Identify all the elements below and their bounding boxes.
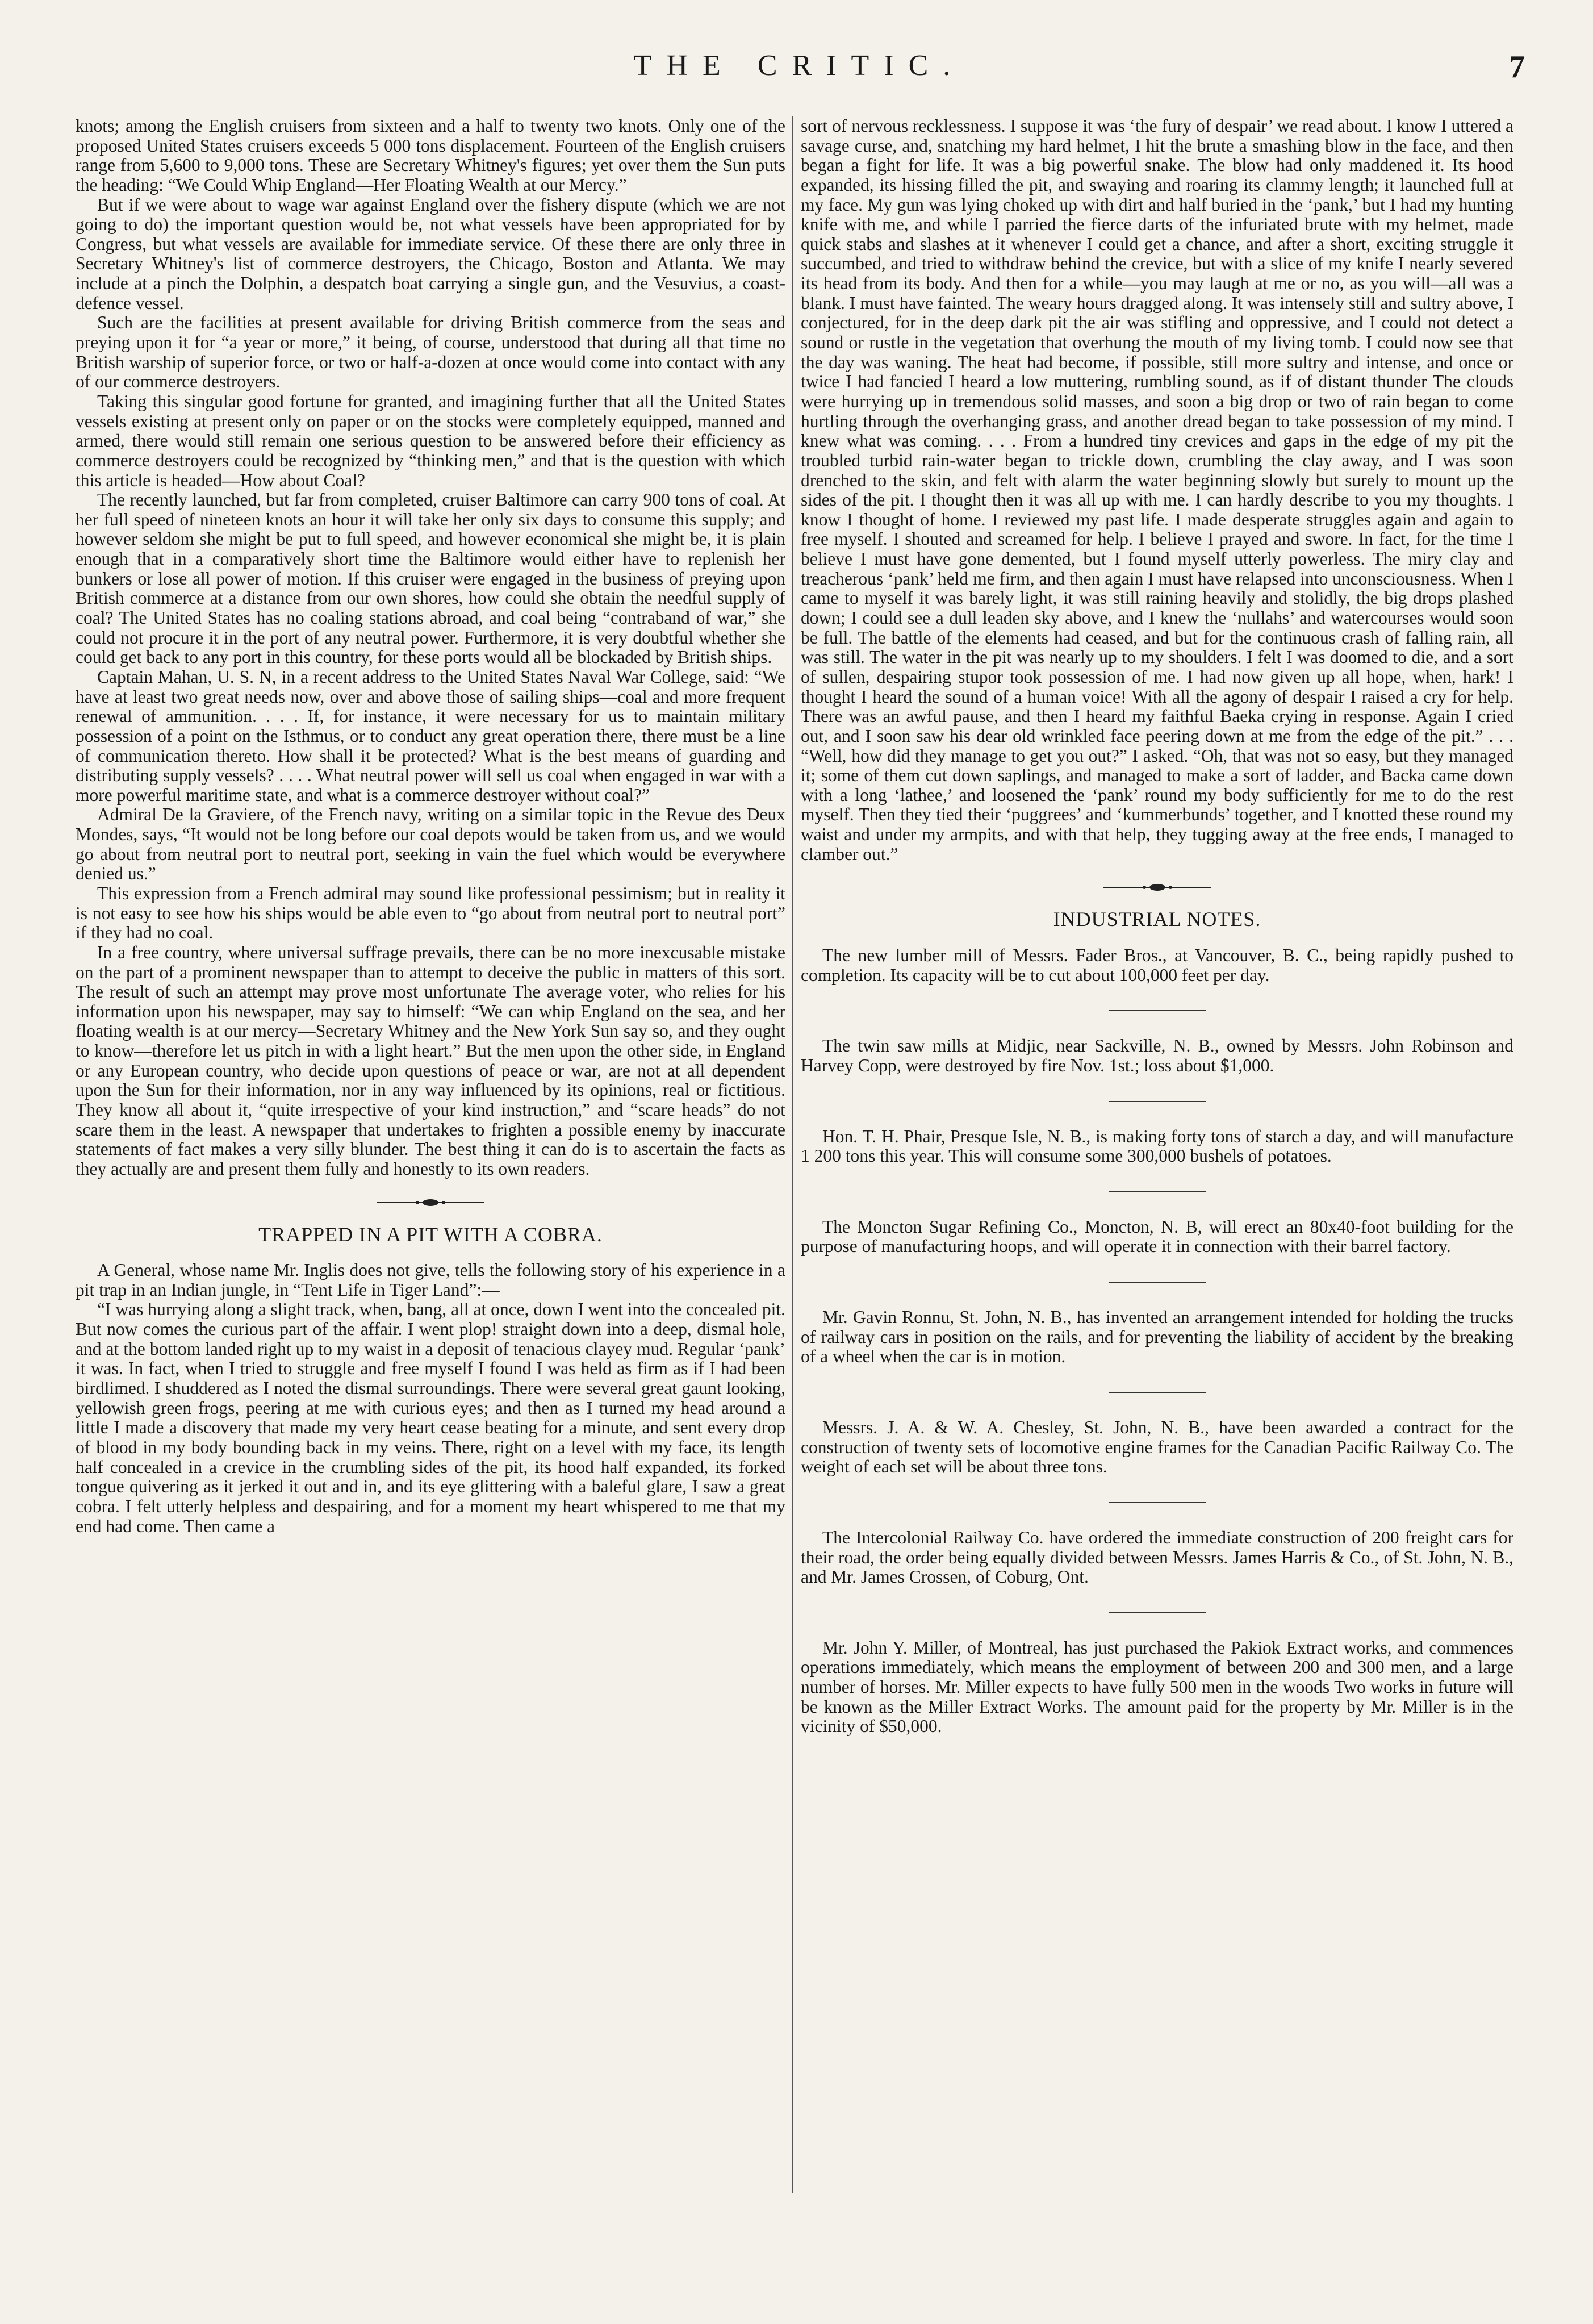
article-paragraph: Admiral De la Graviere, of the French navy, writing on a similar topic in the Revue des Deux Mondes, says, “It would not be long before our coal depots would be taken from us, and we would go about from neutral port to neutral port, seeking in vain the fuel which would be everywhere denied us.” (76, 804, 785, 884)
note-divider (1109, 1282, 1206, 1283)
industrial-note: The new lumber mill of Messrs. Fader Bros., at Vancouver, B. C., being rapidly pushed to completion. Its capacity will be to cut about 100,000 feet per day. (801, 945, 1513, 985)
industrial-note: Messrs. J. A. & W. A. Chesley, St. John, N. B., have been awarded a contract for the construction of twenty sets of locomotive engine frames for the Canadian Pacific Railway Co. The weight of each set will be about three tons. (801, 1417, 1513, 1477)
industrial-notes-heading: INDUSTRIAL NOTES. (1053, 908, 1261, 931)
right-column (801, 116, 1513, 1737)
industrial-note: Mr. Gavin Ronnu, St. John, N. B., has invented an arrangement intended for holding the trucks of railway cars in position on the rails, and for preventing the liability of accident by the breaking of a wheel when the car is in motion. (801, 1307, 1513, 1367)
note-divider (1109, 1101, 1206, 1102)
article-paragraph: Captain Mahan, U. S. N, in a recent address to the United States Naval War College, said: “We have at least two great needs now, over and above those of sailing ships—coal and more frequent renewal of ammunition. . . . If, for instance, it were necessary for us to maintain military possession of a point on the Isthmus, or to conduct any great operation there, there must be a line of communication thereto. How shall it be protected? What is the best means of guarding and distributing supply vessels? . . . . What neutral power will sell us coal when engaged in war with a more powerful maritime state, and what is a commerce destroyer without coal?” (76, 666, 785, 805)
article-paragraph: But if we were about to wage war against England over the fishery dispute (which we are not going to do) the important question would be, not what vessels have been appropriated for by Congress, but what vessels are available for immediate service. Of these there are only three in Secretary Whitney's list of commerce destroyers, the Chicago, Boston and Atlanta. We may include at a pinch the Dolphin, a despatch boat carrying a single gun, and the Vesuvius, a coast-defence vessel. (76, 194, 785, 313)
section-ornament (377, 1199, 484, 1207)
industrial-note: The Intercolonial Railway Co. have ordered the immediate construction of 200 freight cars for their road, the order being equally divided between Messrs. James Harris & Co., of St. John, N. B., and Mr. James Crossen, of Coburg, Ont. (801, 1527, 1513, 1587)
article-paragraph: Such are the facilities at present available for driving British commerce from the seas and preying upon it for “a year or more,” it being, of course, understood that during all that time no British warship of superior force, or two or half-a-dozen at once would come into contact with any of our commerce destroyers. (76, 312, 785, 392)
note-divider (1109, 1612, 1206, 1613)
article-paragraph: This expression from a French admiral may sound like professional pessimism; but in reality it is not easy to see how his ships would be able even to “go about from neutral port to neutral port” if they had no coal. (76, 883, 785, 943)
article-paragraph: A General, whose name Mr. Inglis does not give, tells the following story of his experience in a pit trap in an Indian jungle, in “Tent Life in Tiger Land”:— (76, 1260, 785, 1300)
article-heading: TRAPPED IN A PIT WITH A COBRA. (258, 1223, 603, 1246)
section-ornament (1103, 883, 1211, 891)
page-header (74, 49, 1525, 94)
page-number: 7 (1509, 49, 1525, 85)
note-divider (1109, 1191, 1206, 1192)
industrial-note: The Moncton Sugar Refining Co., Moncton, N. B, will erect an 80x40-foot building for the purpose of manufacturing hoops, and will operate it in connection with their barrel factory. (801, 1216, 1513, 1257)
industrial-note: Mr. John Y. Miller, of Montreal, has just purchased the Pakiok Extract works, and commences operations immediately, which means the employment of between 200 and 300 men, and a large number of horses. Mr. Miller expects to have fully 500 men in the woods Two works in future will be known as the Miller Extract Works. The amount paid for the property by Mr. Miller is in the vicinity of $50,000. (801, 1637, 1513, 1737)
note-divider (1109, 1502, 1206, 1503)
note-divider (1109, 1010, 1206, 1011)
article-continuation: sort of nervous recklessness. I suppose it was ‘the fury of despair’ we read about. I know I uttered a savage curse, and, snatching my hard helmet, I hit the brute a smashing blow in the face, and then began a fight for life. It was a big powerful snake. The blow had only maddened it. Its hood expanded, its hissing filled the pit, and swaying and roaring its clammy length; it launched full at my face. My gun was lying choked up with dirt and half buried in the ‘pank,’ but I had my hunting knife with me, and while I parried the fierce darts of the infuriated brute with my helmet, made quick stabs and slashes at it whenever I could get a chance, and after a short, exciting struggle it succumbed, and tried to withdraw behind the crevice, but with a slice of my knife I nearly severed its head from its body. And then for a while—you may laugh at me or no, as you will—all was a blank. I must have fainted. The weary hours dragged along. It was intensely still and sultry above, I conjectured, for in the deep dark pit the air was stifling and oppressive, and I could not detect a sound or rustle in the vegetation that overhung the mouth of my living tomb. I could now see that the day was waning. The heat had become, if possible, still more sultry and intense, and once or twice I had fancied I heard a low muttering, rumbling sound, as if of distant thunder The clouds were hurrying up in tremendous solid masses, and soon a big drop or two of rain began to come hurtling through the overhanging grass, and another dread began to take possession of my mind. I knew what was coming. . . . From a hundred tiny crevices and gaps in the edge of my pit the troubled turbid rain-water began to trickle down, crumbling the clay away, and I was soon drenched to the skin, and felt with alarm the water beginning slowly but surely to mount up the sides of the pit. I thought then it was all up with me. I can hardly describe to you my thoughts. I know I thought of home. I reviewed my past life. I made desperate struggles again and again to free myself. I shouted and screamed for help. I believe I prayed and swore. In fact, for the time I believe I must have gone demented, but I found myself utterly powerless. The miry clay and treacherous ‘pank’ held me firm, and then again I must have relapsed into unconsciousness. When I came to myself it was barely light, it was still raining heavily and stolidly, the big drops plashed down; I could see a dull leaden sky above, and I knew the ‘nullahs’ and watercourses would soon be full. The battle of the elements had ceased, and but for the continuous crash of falling rain, all was still. The water in the pit was nearly up to my shoulders. I felt I was doomed to die, and a sort of sullen, despairing stupor took possession of me. I had now given up all hope, when, hark! I thought I heard the sound of a human voice! With all the agony of despair I raised a cry for help. There was an awful pause, and then I heard my faithful Baeka crying in response. Again I cried out, and I soon saw his dear old wrinkled face peering down at me from the edge of the pit.” . . . “Well, how did they manage to get you out?” I asked. “Oh, that was not so easy, but they managed it; some of them cut down saplings, and managed to make a sort of ladder, and Backa came down with a long ‘lathee,’ and loosened the ‘pank’ round my body sufficiently for me to do the rest myself. Then they tied their ‘puggrees’ and ‘kummerbunds’ together, and I knotted these round my waist and under my armpits, and with that help, they tugging away at the free ends, I managed to clamber out.” (801, 116, 1513, 864)
note-divider (1109, 1392, 1206, 1393)
article-paragraph: In a free country, where universal suffrage prevails, there can be no more inexcusable mistake on the part of a prominent newspaper than to attempt to deceive the public in matters of this sort. The result of such an attempt may prove most unfortunate The average voter, who relies for his information upon his newspaper, may say to himself: “We can whip England on the sea, and her floating wealth is at our mercy—Secretary Whitney and the New York Sun say so, and they ought to know—therefore let us pitch in with a light heart.” But the men upon the other side, in England or any European country, who decide upon questions of peace or war, are not at all dependent upon the Sun for their information, nor in any way influenced by its opinions, real or fictitious. They know all about it, “quite irrespective of your kind instruction,” and “scare heads” do not scare them in the least. A newspaper that undertakes to frighten a possible enemy by inaccurate statements of fact makes a very silly blunder. The best thing it can do is to ascertain the facts as they actually are and present them fully and honestly to its own readers. (76, 942, 785, 1179)
industrial-note: The twin saw mills at Midjic, near Sackville, N. B., owned by Messrs. John Robinson and Harvey Copp, were destroyed by fire Nov. 1st.; loss about $1,000. (801, 1036, 1513, 1075)
running-title: THE CRITIC. (633, 49, 965, 82)
column-divider (792, 116, 793, 2193)
article-paragraph: “I was hurrying along a slight track, when, bang, all at once, down I went into the concealed pit. But now comes the curious part of the affair. I went plop! straight down into a deep, dismal hole, and at the bottom landed right up to my waist in a deposit of tenacious clayey mud. Regular ‘pank’ it was. In fact, when I tried to struggle and free myself I found I was held as firm as if I had been birdlimed. I shuddered as I noted the dismal surroundings. There were several great gaunt looking, yellowish green frogs, peering at me with curious eyes; and then as I turned my head around a little I made a discovery that made my very heart cease beating for a minute, and sent every drop of blood in my body bounding back in my veins. There, right on a level with my face, its length half concealed in a crevice in the crumbling sides of the pit, its hood half expanded, its forked tongue quivering as it jerked it out and in, and its eye glittering with a baleful glare, I saw a great cobra. I felt utterly helpless and despairing, and for a moment my heart whispered to me that my end had come. Then came a (76, 1299, 785, 1536)
left-column (76, 116, 785, 1536)
industrial-note: Hon. T. H. Phair, Presque Isle, N. B., is making forty tons of starch a day, and will manufacture 1 200 tons this year. This will consume some 300,000 bushels of potatoes. (801, 1126, 1513, 1166)
article-paragraph: The recently launched, but far from completed, cruiser Baltimore can carry 900 tons of coal. At her full speed of nineteen knots an hour it will take her only six days to consume this supply; and however seldom she might be put to full speed, and however economical she might be, it is plain enough that in a comparatively short time the Baltimore would either have to replenish her bunkers or lose all power of motion. If this cruiser were engaged in the business of preying upon British commerce at a distance from our own shores, how could she obtain the needful supply of coal? The United States has no coaling stations abroad, and coal being “contraband of war,” she could not procure it in the port of any neutral power. Furthermore, it is very doubtful whether she could get back to any port in this country, for these ports would all be blockaded by British ships. (76, 490, 785, 667)
article-paragraph: knots; among the English cruisers from sixteen and a half to twenty two knots. Only one of the proposed United States cruisers exceeds 5 000 tons displacement. Fourteen of the English cruisers range from 5,600 to 9,000 tons. These are Secretary Whitney's figures; yet over them the Sun puts the heading: “We Could Whip England—Her Floating Wealth at our Mercy.” (76, 116, 785, 195)
article-paragraph: Taking this singular good fortune for granted, and imagining further that all the United States vessels existing at present only on paper or on the stocks were completely equipped, manned and armed, there would still remain one serious question to be answered before their efficiency as commerce destroyers could be recognized by “thinking men,” and that is the question with which this article is headed—How about Coal? (76, 391, 785, 490)
